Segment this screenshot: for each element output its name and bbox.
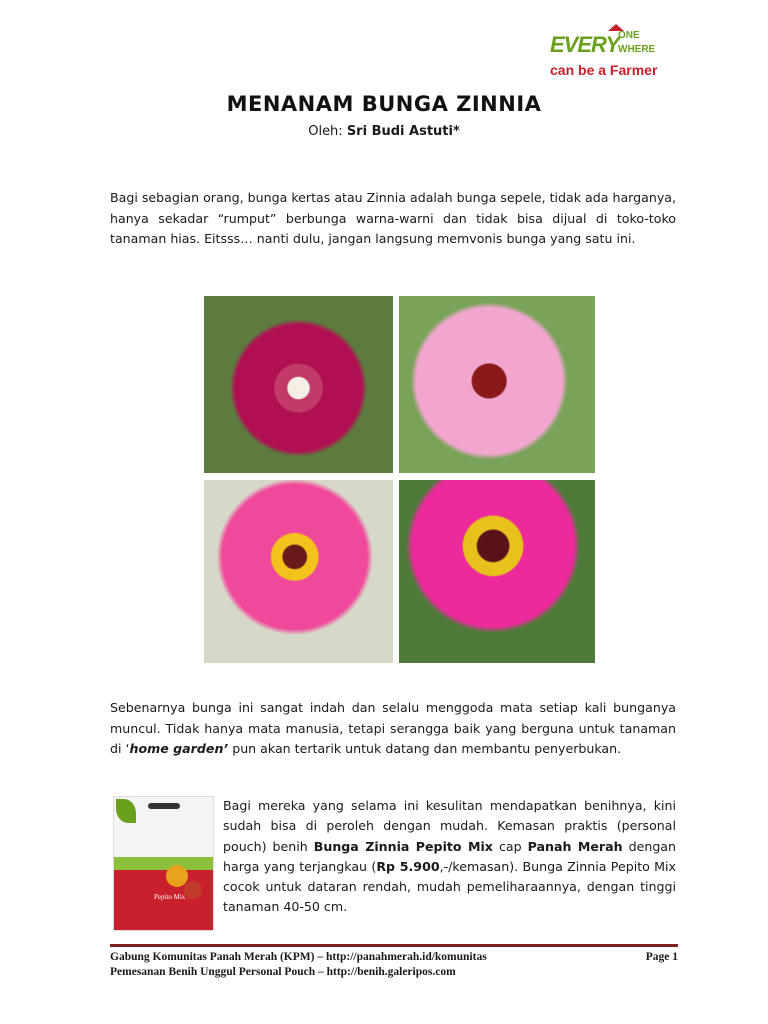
- footer-line-community: [110, 951, 678, 963]
- zinnia-hotpink-photo: [204, 480, 393, 663]
- footer-divider: [110, 944, 678, 947]
- purchase-text-a: Bagi mereka yang selama ini kesulitan mendapatkan benihnya, kini sudah bisa di peroleh dengan mudah. Kemasan praktis (personal pouch) benih: [223, 798, 676, 854]
- footer-community-text: Gabung Komunitas Panah Merah (KPM) – http://panahmerah.id/komunitas: [110, 951, 487, 963]
- paragraph-beauty-b: pun akan tertarik untuk datang dan membantu penyerbukan.: [228, 741, 622, 756]
- logo-one-text: ONE: [618, 30, 640, 41]
- package-label: Pepito Mix: [154, 893, 186, 901]
- article-title: MENANAM BUNGA ZINNIA: [226, 92, 542, 116]
- home-garden-emphasis: home garden’: [129, 741, 229, 756]
- brand-name: Panah Merah: [527, 838, 623, 854]
- logo-farmer-text: can be a Farmer: [550, 62, 658, 78]
- paragraph-beauty: [110, 698, 676, 760]
- byline-prefix: Oleh:: [308, 124, 347, 139]
- logo-where-text: WHERE: [618, 44, 656, 55]
- paragraph-purchase: [223, 796, 676, 918]
- byline: [0, 124, 768, 139]
- package-flower-icon: [184, 881, 202, 899]
- everyone-farmer-logo: [548, 22, 688, 82]
- purchase-text-e: ,-/kemasan). Bunga Zinnia Pepito Mix cocok untuk dataran rendah, mudah pemeliharaannya, dengan tinggi tanaman 40-50 cm.: [223, 858, 677, 915]
- page-number: Page 1: [645, 951, 678, 963]
- seed-package-image: [113, 796, 214, 931]
- package-leaf-icon: [116, 799, 136, 823]
- purchase-text-c: cap: [492, 838, 528, 854]
- paragraph-beauty-a: Sebenarnya bunga ini sangat indah dan selalu menggoda mata setiap kali bunganya muncul. Tidak hanya mata manusia, tetapi serangga baik yang berguna untuk tanaman di ‘: [110, 700, 676, 756]
- zinnia-fuchsia-photo: [399, 480, 595, 663]
- logo-every-text: EVERY: [550, 32, 620, 57]
- purchase-text-d: dengan harga yang terjangkau (: [223, 838, 677, 874]
- paragraph-intro: Bagi sebagian orang, bunga kertas atau Zinnia adalah bunga sepele, tidak ada harganya, hanya sekadar “rumput” berbunga warna-warni dan tidak bisa dijual di toko-toko tanaman hias. Eitsss… nanti dulu, jangan langsung memvonis bunga yang satu ini.: [110, 190, 676, 246]
- package-flower-icon: [166, 865, 188, 887]
- product-name: Bunga Zinnia Pepito Mix: [313, 838, 493, 854]
- price: Rp 5.900: [376, 858, 440, 874]
- zinnia-magenta-photo: [204, 296, 393, 473]
- zinnia-pink-photo: [399, 296, 595, 473]
- package-hang-hole: [148, 803, 180, 809]
- byline-author: Sri Budi Astuti*: [346, 124, 460, 139]
- footer-line-order: Pemesanan Benih Unggul Personal Pouch – http://benih.galeripos.com: [110, 966, 456, 978]
